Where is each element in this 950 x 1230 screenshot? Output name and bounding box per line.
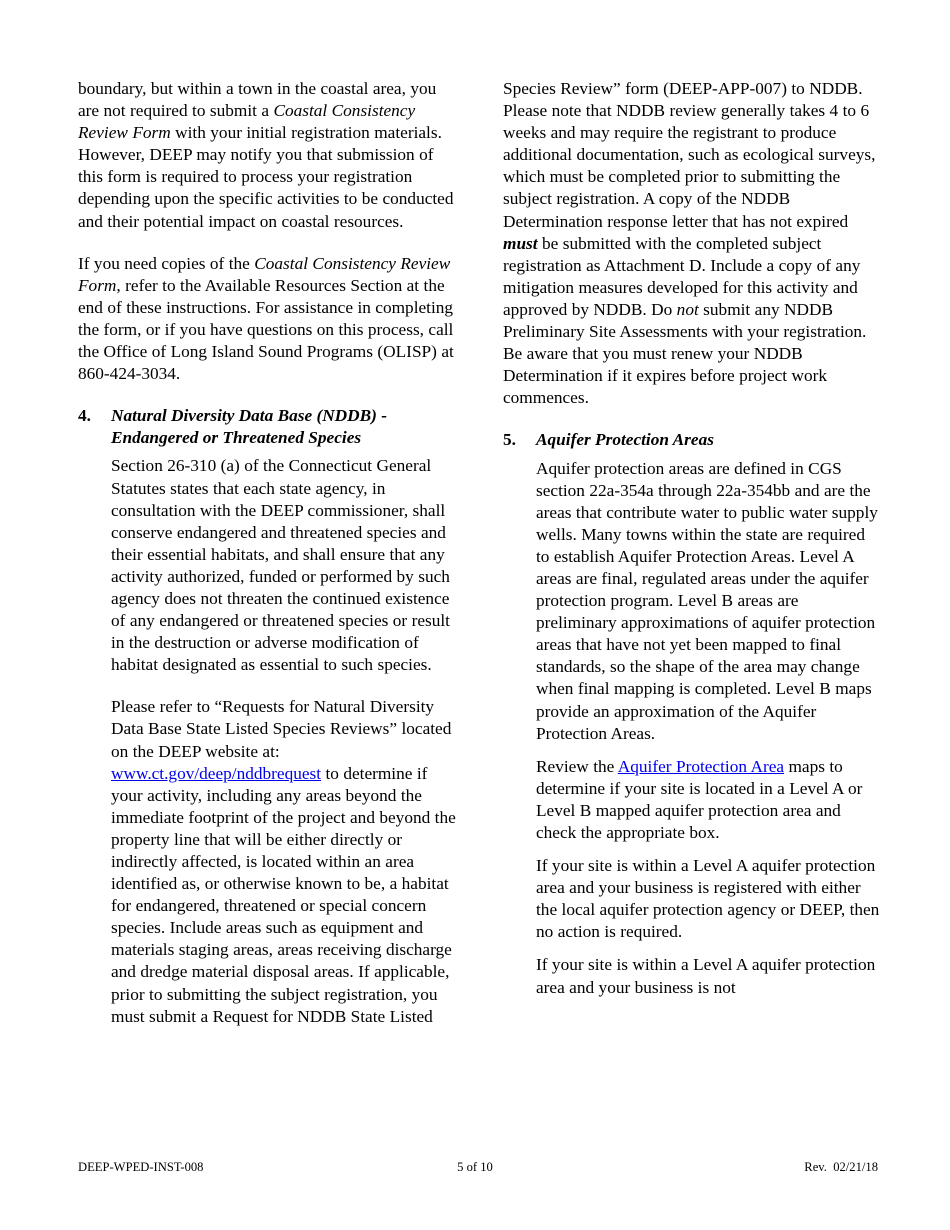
paragraph-nddb-request [111,696,460,1027]
italic-form-name: Coastal Consistency Review Form [78,101,416,143]
text-run: maps to determine if your site is located in a Level A or Level B mapped aquifer protection area and check the appropriate box. [536,756,863,842]
right-column [475,78,950,999]
paragraph-review-maps [536,756,880,844]
text-run: to determine if your activity, including any areas beyond the immediate footprint of the project and beyond the property line that will be either directly or indirectly affected, is located within an area identified as, or otherwise known to be, a habitat for endangered, threatened or special concern species. Include areas such as equipment and materials staging areas, areas receiving discharge and dredge material disposal areas. If applicable, prior to submitting the subject registration, you must submit a Request for NDDB State Listed [111,763,456,1026]
footer-page-number: 5 of 10 [457,1160,493,1174]
text-run: boundary, but within a town in the coastal area, you are not required to submit a [78,79,437,121]
text-run: Please refer to “Requests for Natural Diversity Data Base State Listed Species Reviews” located on the DEEP website at: [111,697,452,761]
section-4-number: 4. [78,406,91,426]
paragraph-level-a-not-registered: If your site is within a Level A aquifer protection area and your business is not [536,955,876,997]
text-run: Species Review” form (DEEP-APP-007) to NDDB. Please note that NDDB review generally takes 4 to 6 weeks and may require the registrant to produce additional documentation, such as ecological surveys, which must be completed prior to submitting the subject registration. A copy of the NDDB Determination response letter that has not expired [503,79,876,231]
paragraph-nddb-continued [503,78,880,409]
page-footer [0,1152,950,1230]
footer-document-id: DEEP-WPED-INST-008 [78,1160,204,1174]
paragraph-copies-of-form [78,253,460,386]
text-run: Review the [536,756,618,776]
paragraph-statute-26-310: Section 26-310 (a) of the Connecticut General Statutes states that each state agency, in consultation with the DEEP commissioner, shall conserve endangered and threatened species and their essential habitats, and shall ensure that any activity authorized, funded or performed by such agency does not threaten the continued existence of any endangered or threatened species or result in the destruction or adverse modification of habitat designated as essential to such species. [111,456,450,675]
italic-form-name: Coastal Consistency Review Form [78,253,451,295]
section-5-body [503,458,880,999]
bold-italic-must: must [503,233,538,253]
section-5-number: 5. [503,430,516,450]
text-run: submit any NDDB Preliminary Site Assessments with your registration. Be aware that you must renew your NDDB Determination if it expires before project work commences. [503,299,867,408]
footer-revision-date: Rev. 02/21/18 [804,1160,878,1174]
text-run: be submitted with the completed subject registration as Attachment D. Include a copy of any mitigation measures developed for this activity and approved by NDDB. Do [503,233,861,319]
aquifer-protection-area-link[interactable]: Aquifer Protection Area [617,756,785,776]
paragraph-level-a-registered: If your site is within a Level A aquifer protection area and your business is registered with either the local aquifer protection agency or DEEP, then no action is required. [536,856,880,942]
section-5-heading [503,429,880,451]
nddb-request-link[interactable]: www.ct.gov/deep/nddbrequest [111,763,322,783]
section-4-heading [78,405,460,449]
section-4-title: Natural Diversity Data Base (NDDB) - Endangered or Threatened Species [111,406,388,448]
section-4-body [78,455,460,1027]
text-run: , refer to the Available Resources Section at the end of these instructions. For assistance in completing the form, or if you have questions on this process, call the Office of Long Island Sound Programs (OLISP) at 860-424-3034. [78,275,454,384]
text-run: If you need copies of the [78,253,255,273]
italic-not: not [676,299,699,319]
text-run: with your initial registration materials. However, DEEP may notify you that submission of this form is required to process your registration depending upon the specific activities to be conducted and their potential impact on coastal resources. [78,123,454,231]
left-column [0,78,475,1028]
section-5-title: Aquifer Protection Areas [536,430,714,450]
paragraph-aquifer-definition: Aquifer protection areas are defined in CGS section 22a-354a through 22a-354bb and are the areas that contribute water to public water supply wells. Many towns within the state are required to establish Aquifer Protection Areas. Level A areas are final, regulated areas under the aquifer protection program. Level B areas are preliminary approximations of aquifer protection areas that have not yet been mapped to final standards, so the shape of the area may change when final mapping is completed. Level B maps provide an approximation of the Aquifer Protection Areas. [536,458,878,743]
page-content-columns [0,78,950,1153]
paragraph-coastal-continued [78,78,460,233]
